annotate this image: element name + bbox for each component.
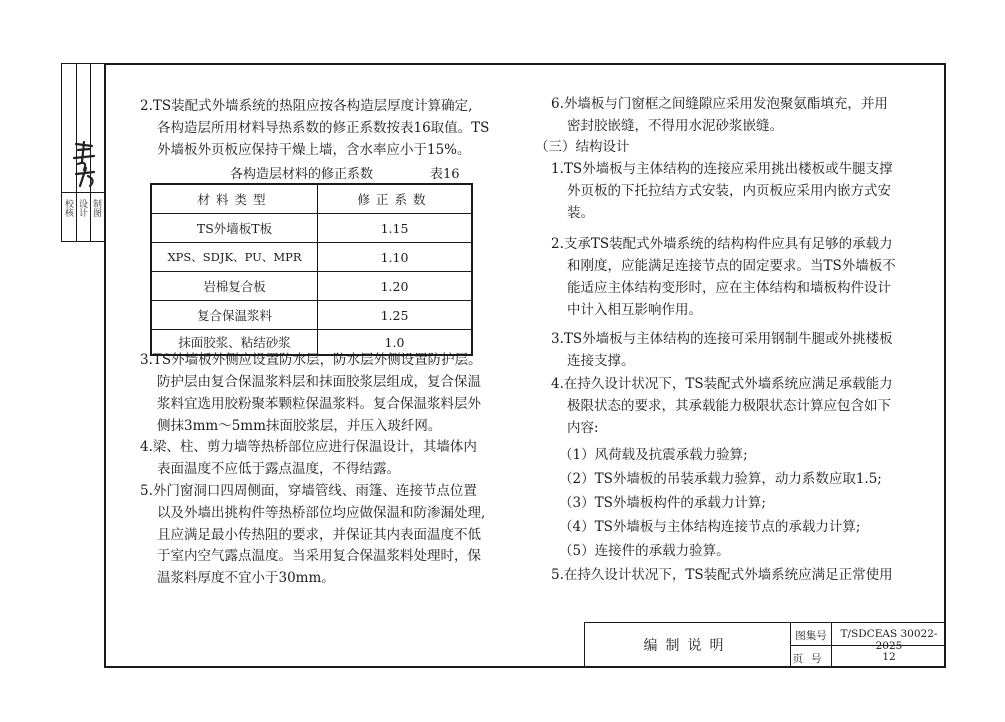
left-line: 4.梁、柱、剪力墙等热桥部位应进行保温设计，其墙体内: [140, 439, 477, 455]
right-line: 6.外墙板与门窗框之间缝隙应采用发泡聚氨酯填充，并用: [551, 96, 888, 112]
table-cell: TS外墙板T板: [151, 214, 318, 243]
page-number: 12: [882, 651, 896, 663]
right-line: 装。: [567, 205, 594, 221]
material-correction-table: [150, 183, 473, 356]
title-block: [584, 622, 946, 668]
table-caption: 各构造层材料的修正系数: [230, 167, 374, 182]
table-row: [151, 301, 472, 330]
header-material: 材料类型: [151, 184, 318, 214]
table-row: [151, 243, 472, 272]
right-line: （1）风荷载及抗震承载力验算;: [559, 447, 748, 463]
side-label-check: 校核: [63, 199, 73, 217]
table-cell: 1.10: [318, 243, 473, 272]
table-cell: XPS、SDJK、PU、MPR: [151, 243, 318, 272]
header-coefficient: 修正系数: [318, 184, 473, 214]
right-line: 1.TS外墙板与主体结构的连接应采用挑出楼板或牛腿支撑: [551, 161, 893, 177]
section-heading: （三）结构设计: [535, 139, 630, 155]
table-row: [151, 272, 472, 301]
right-line: 5.在持久设计状况下，TS装配式外墙系统应满足正常使用: [551, 567, 893, 583]
left-line: 防护层由复合保温浆料层和抹面胶浆层组成，复合保温: [157, 374, 481, 390]
right-line: 和刚度，应能满足连接节点的固定要求。当TS外墙板不: [567, 258, 896, 274]
right-line: 连接支撑。: [567, 353, 635, 369]
paragraph-2-line-1: 2.TS装配式外墙系统的热阻应按各构造层厚度计算确定,: [140, 98, 473, 114]
right-line: 极限状态的要求，其承载能力极限状态计算应包含如下: [567, 398, 891, 414]
right-line: （2）TS外墙板的吊装承载力验算，动力系数应取1.5;: [559, 471, 882, 487]
table-cell: 1.20: [318, 272, 473, 301]
left-line: 侧抹3mm～5mm抹面胶浆层，并压入玻纤网。: [157, 418, 442, 434]
table-cell: 1.25: [318, 301, 473, 330]
left-line: 表面温度不应低于露点温度，不得结露。: [157, 461, 400, 477]
title-block-title: 编制说明: [643, 638, 732, 654]
table-number: 表16: [430, 167, 460, 182]
atlas-label: 图集号: [795, 630, 827, 642]
right-line: 4.在持久设计状况下，TS装配式外墙系统应满足承载能力: [551, 376, 893, 392]
right-line: 能适应主体结构变形时，应在主体结构和墙板构件设计: [567, 280, 891, 296]
left-line: 以及外墙出挑构件等热桥部位均应做保温和防渗漏处理,: [157, 505, 486, 521]
right-line: 3.TS外墙板与主体结构的连接可采用钢制牛腿或外挑楼板: [551, 331, 893, 347]
table-cell: 1.0: [318, 330, 473, 356]
left-line: 且应满足最小传热阻的要求，并保证其内表面温度不低: [157, 527, 481, 543]
right-line: 密封胶嵌缝，不得用水泥砂浆嵌缝。: [567, 118, 783, 134]
right-line: （4）TS外墙板与主体结构连接节点的承载力计算;: [559, 519, 861, 535]
paragraph-2-line-2: 各构造层所用材料导热系数的修正系数按表16取值。TS: [157, 120, 490, 136]
table-cell: 岩棉复合板: [151, 272, 318, 301]
side-label-draw: 制图: [91, 199, 101, 217]
atlas-number: T/SDCEAS 30022-2025: [840, 628, 938, 652]
right-line: 中计入相互影响作用。: [567, 302, 702, 318]
left-line: 5.外门窗洞口四周侧面，穿墙管线、雨篷、连接节点位置: [140, 483, 477, 499]
right-line: （5）连接件的承载力验算。: [559, 543, 730, 559]
table-row: [151, 214, 472, 243]
right-line: 内容:: [567, 420, 599, 436]
right-line: 外页板的下托拉结方式安装，内页板应采用内嵌方式安: [567, 183, 891, 199]
left-line: 3.TS外墙板外侧应设置防水层，防水层外侧设置防护层。: [140, 352, 482, 368]
table-cell: 抹面胶浆、粘结砂浆: [151, 330, 318, 356]
left-line: 于室内空气露点温度。当采用复合保温浆料处理时，保: [157, 548, 481, 564]
page-label: 页号: [792, 653, 830, 665]
table-header-row: [151, 184, 472, 214]
table-cell: 复合保温浆料: [151, 301, 318, 330]
table-cell: 1.15: [318, 214, 473, 243]
right-line: 2.支承TS装配式外墙系统的结构构件应具有足够的承载力: [551, 236, 893, 252]
left-line: 浆料宜选用胶粉聚苯颗粒保温浆料。复合保温浆料层外: [157, 396, 481, 412]
side-label-design: 设计: [77, 199, 87, 217]
left-line: 温浆料厚度不宜小于30mm。: [157, 570, 335, 586]
paragraph-2-line-3: 外墙板外页板应保持干燥上墙，含水率应小于15%。: [157, 142, 471, 158]
right-line: （3）TS外墙板构件的承载力计算;: [559, 495, 766, 511]
handwritten-signature: [70, 140, 100, 190]
